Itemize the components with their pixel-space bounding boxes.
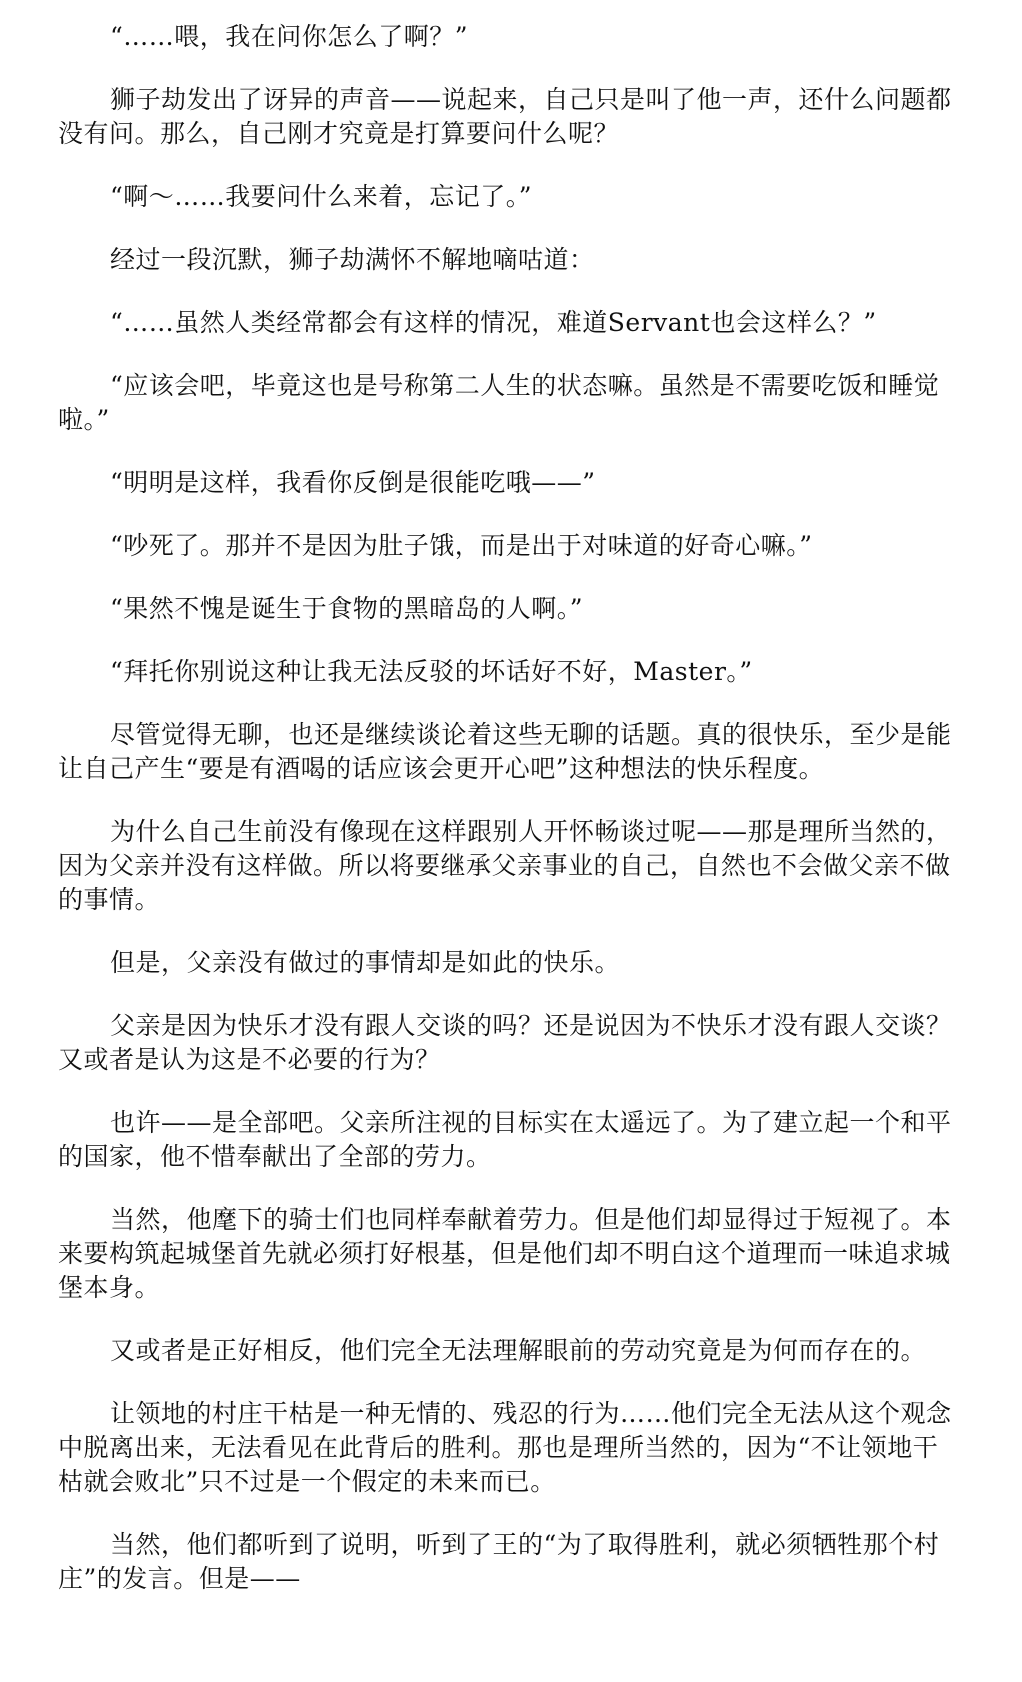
paragraph: 又或者是正好相反，他们完全无法理解眼前的劳动究竟是为何而存在的。 xyxy=(110,1336,927,1365)
paragraph: 当然，他麾下的骑士们也同样奉献着劳力。但是他们却显得过于短视了。本来要构筑起城堡首先就必须打好根基，但是他们却不明白这个道理而一味追求城堡本身。 xyxy=(58,1205,952,1302)
paragraph: 当然，他们都听到了说明，听到了王的“为了取得胜利，就必须牺牲那个村庄”的发言。但是—— xyxy=(58,1530,940,1593)
paragraph: 为什么自己生前没有像现在这样跟别人开怀畅谈过呢——那是理所当然的，因为父亲并没有这样做。所以将要继承父亲事业的自己，自然也不会做父亲不做的事情。 xyxy=(58,817,952,914)
paragraph: “应该会吧，毕竟这也是号称第二人生的状态嘛。虽然是不需要吃饭和睡觉啦。” xyxy=(58,371,940,434)
paragraph: 让领地的村庄干枯是一种无情的、残忍的行为……他们完全无法从这个观念中脱离出来，无法看见在此背后的胜利。那也是理所当然的，因为“不让领地干枯就会败北”只不过是一个假定的未来而已。 xyxy=(58,1399,952,1496)
paragraph: 也许——是全部吧。父亲所注视的目标实在太遥远了。为了建立起一个和平的国家，他不惜奉献出了全部的劳力。 xyxy=(58,1108,952,1171)
paragraph: 狮子劫发出了讶异的声音——说起来，自己只是叫了他一声，还什么问题都没有问。那么，自己刚才究竟是打算要问什么呢？ xyxy=(58,85,952,148)
paragraph: “明明是这样，我看你反倒是很能吃哦——” xyxy=(110,468,596,497)
paragraph: “吵死了。那并不是因为肚子饿，而是出于对味道的好奇心嘛。” xyxy=(110,531,813,560)
paragraph: 父亲是因为快乐才没有跟人交谈的吗？还是说因为不快乐才没有跟人交谈？又或者是认为这是不必要的行为？ xyxy=(58,1011,952,1074)
paragraph: “拜托你别说这种让我无法反驳的坏话好不好，Master。” xyxy=(110,657,753,686)
paragraph: 经过一段沉默，狮子劫满怀不解地嘀咕道： xyxy=(110,245,595,274)
paragraph: “啊～……我要问什么来着，忘记了。” xyxy=(110,182,533,211)
paragraph: “果然不愧是诞生于食物的黑暗岛的人啊。” xyxy=(110,594,584,623)
paragraph: “……虽然人类经常都会有这样的情况，难道Servant也会这样么？” xyxy=(110,308,877,337)
paragraph: 但是，父亲没有做过的事情却是如此的快乐。 xyxy=(110,948,621,977)
paragraph: “……喂，我在问你怎么了啊？” xyxy=(110,22,469,51)
paragraph: 尽管觉得无聊，也还是继续谈论着这些无聊的话题。真的很快乐，至少是能让自己产生“要是有酒喝的话应该会更开心吧”这种想法的快乐程度。 xyxy=(58,720,952,783)
